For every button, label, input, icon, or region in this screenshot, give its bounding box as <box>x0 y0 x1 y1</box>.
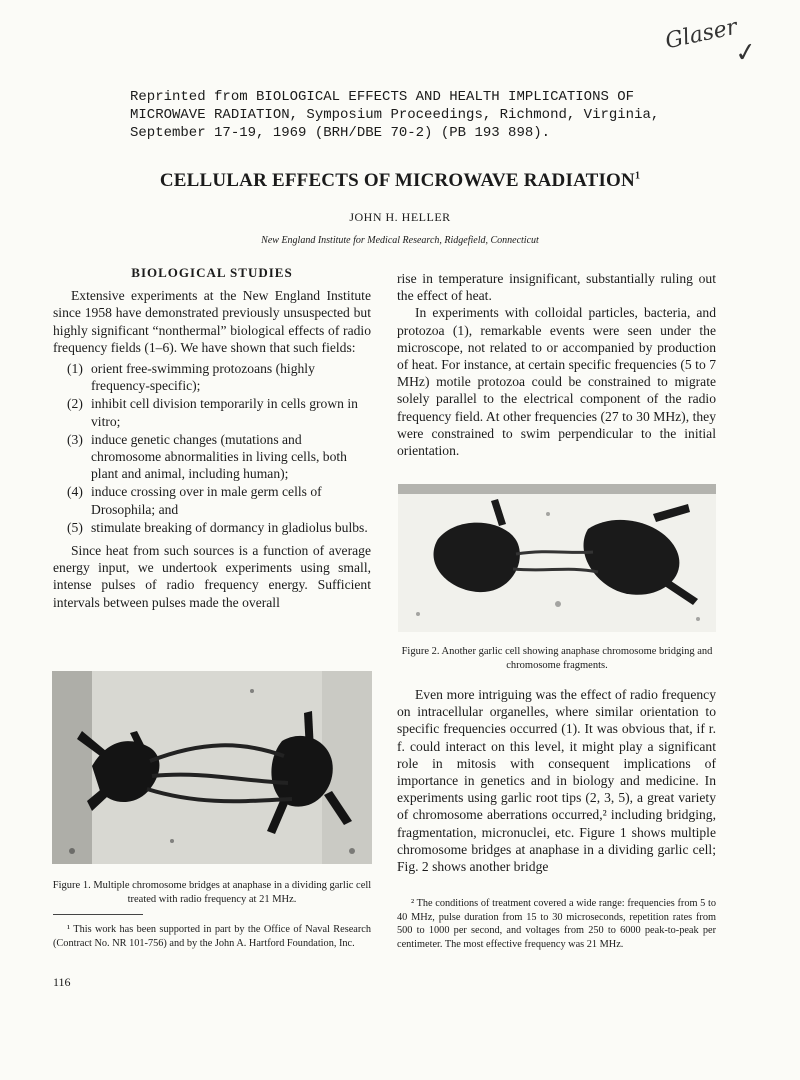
chromosome-micrograph-2 <box>398 484 716 632</box>
body-paragraph: rise in temperature insignificant, substantially ruling out the effect of heat. <box>397 271 716 304</box>
article-title <box>0 170 800 192</box>
list-item-text: induce crossing over in male germ cells of Drosophila; and <box>91 484 322 517</box>
effects-list <box>53 360 371 536</box>
chromosome-micrograph-1 <box>52 671 372 864</box>
figure-2-image <box>398 484 716 632</box>
body-paragraph: Even more intriguing was the effect of radio frequency on intracellular organelles, where similar orientation to specific frequencies occurred (1). It was obvious that, if r. f. could interact on this level, it might play a significant role in mitosis with consequent implications of importance in genetics and in biology and medicine. In experiments using garlic root tips (2, 3, 5), a great variety of chromosome aberrations occurred,² including bridging, fragmentation, micronuclei, etc. Figure 1 shows multiple chromosome bridges at anaphase in a dividing garlic cell; Fig. 2 shows another bridge <box>397 687 716 875</box>
handwritten-annotation: Glaser <box>663 14 740 55</box>
footnote-1-text: ¹ This work has been supported in part by the Office of Naval Research (Contract No. NR 101-756) and by the John A. Hartford Foundation, Inc. <box>53 924 371 949</box>
figure-2-caption: Figure 2. Another garlic cell showing anaphase chromosome bridging and chromosome fragments. <box>401 646 713 671</box>
figure-1-image <box>52 671 372 864</box>
reprint-line: Reprinted from BIOLOGICAL EFFECTS AND HEALTH IMPLICATIONS OF <box>130 89 635 105</box>
author-affiliation: New England Institute for Medical Research, Ridgefield, Connecticut <box>261 235 539 246</box>
check-mark-icon: ✓ <box>733 36 759 69</box>
reprint-line: September 17-19, 1969 (BRH/DBE 70-2) (PB 193 898). <box>130 125 551 141</box>
list-item <box>53 395 371 429</box>
list-item <box>53 431 371 483</box>
list-item-number: (5) <box>67 519 83 535</box>
list-item <box>53 519 371 536</box>
list-item-text: stimulate breaking of dormancy in gladiolus bulbs. <box>91 519 368 535</box>
reprint-line: MICROWAVE RADIATION, Symposium Proceedings, Richmond, Virginia, <box>130 107 660 123</box>
figure-1-caption: Figure 1. Multiple chromosome bridges at anaphase in a dividing garlic cell treated with radio frequency at 21 MHz. <box>52 880 372 905</box>
intro-paragraph: Extensive experiments at the New England Institute since 1958 have demonstrated previously unsuspected but highly significant “nonthermal” biological effects of radio frequency fields (1–6). We have shown that such fields: <box>53 288 371 355</box>
list-item <box>53 483 371 517</box>
footnote-2 <box>397 897 716 951</box>
title-footnote-mark: 1 <box>634 170 641 182</box>
body-paragraph: In experiments with colloidal particles, bacteria, and protozoa (1), remarkable events were seen under the microscope, not related to or accompanied by production of heat. For instance, at certain specific frequencies (5 to 7 MHz) motile protozoa could be constrained to migrate solely parallel to the electrical component of the radio frequency field. At other frequencies (27 to 30 MHz), they were constrained to swim perpendicular to the initial orientation. <box>397 305 716 459</box>
right-column-lower <box>397 686 716 875</box>
list-item-text: orient free-swimming protozoans (highly frequency-specific); <box>91 361 315 394</box>
right-column <box>397 270 716 459</box>
footnote-2-text: ² The conditions of treatment covered a wide range: frequencies from 5 to 40 MHz, pulse duration from 15 to 30 microseconds, repetition rates from 500 to 1000 per second, and voltages from 250 to 6000 peak-to-peak per centimeter. The most effective frequency was 21 MHz. <box>397 898 716 950</box>
list-item-number: (1) <box>67 361 83 377</box>
left-column <box>53 264 371 611</box>
list-item-text: inhibit cell division temporarily in cells grown in vitro; <box>91 396 358 429</box>
footnote-divider <box>53 914 143 915</box>
reprint-notice <box>130 88 690 142</box>
section-heading: BIOLOGICAL STUDIES <box>131 265 293 280</box>
article-title-text: CELLULAR EFFECTS OF MICROWAVE RADIATION <box>159 170 635 191</box>
author-name: JOHN H. HELLER <box>349 210 451 224</box>
list-item-number: (3) <box>67 431 83 447</box>
list-item <box>53 360 371 394</box>
page-number: 116 <box>53 975 71 989</box>
list-item-text: induce genetic changes (mutations and chromosome abnormalities in living cells, both plant and animal, including human); <box>91 431 347 482</box>
body-paragraph: Since heat from such sources is a function of average energy input, we undertook experiments using small, intense pulses of radio frequency energy. Sufficient intervals between pulses made the overall <box>53 543 371 610</box>
list-item-number: (2) <box>67 396 83 412</box>
list-item-number: (4) <box>67 484 83 500</box>
footnote-1 <box>53 923 371 950</box>
